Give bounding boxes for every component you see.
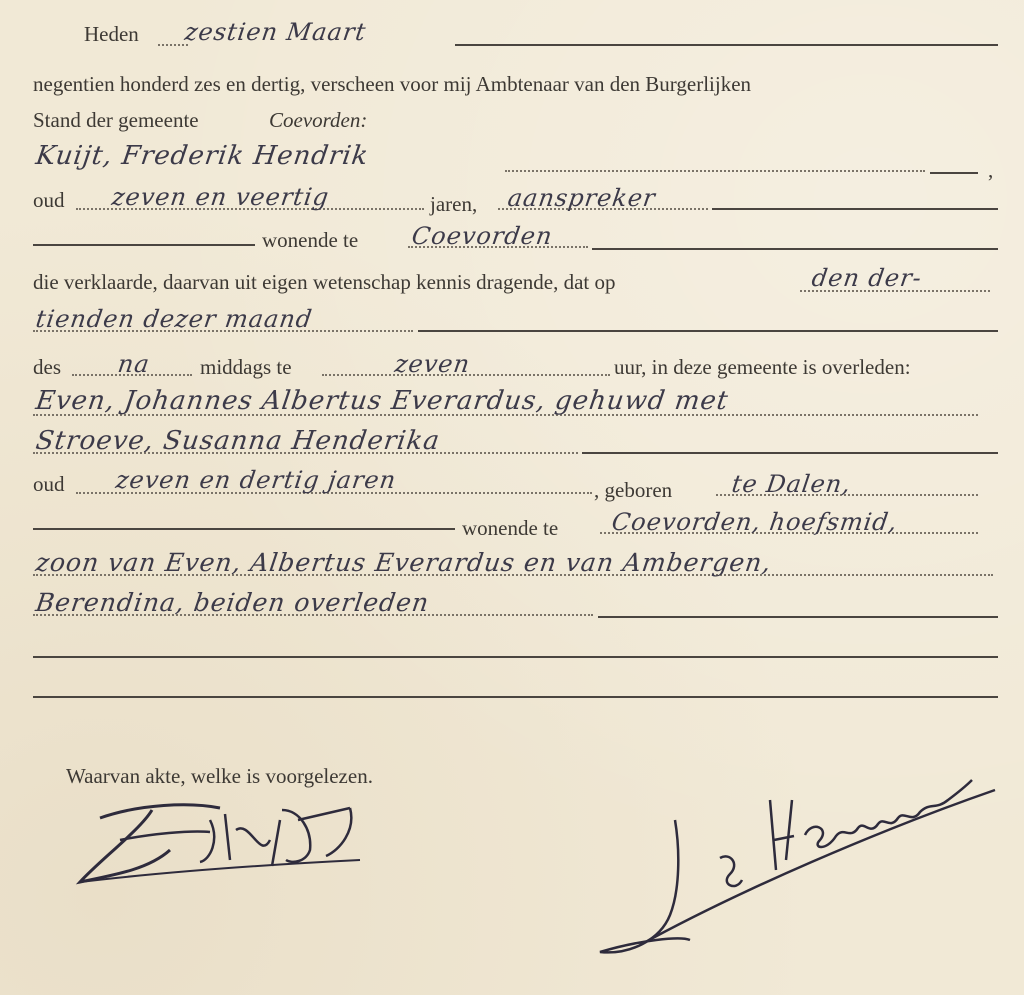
ruled-line (598, 616, 998, 618)
closing-text: Waarvan akte, welke is voorgelezen. (66, 764, 373, 788)
label-jaren: jaren, (430, 192, 478, 216)
text-verklaarde: die verklaarde, daarvan uit eigen wetenschap kennis dragende, dat op (33, 270, 616, 294)
ruled-line (33, 244, 255, 246)
ruled-line (33, 528, 455, 530)
ruled-line (712, 208, 998, 210)
label-oud-2: oud (33, 472, 65, 496)
birthplace: te Dalen, (730, 470, 853, 498)
label-oud: oud (33, 188, 65, 212)
declarant-signature (60, 790, 370, 905)
declarant-residence: Coevorden (410, 222, 555, 250)
occupation: aanspreker (506, 184, 658, 212)
dotted-line (505, 170, 925, 172)
date-entry: zestien Maart (183, 18, 369, 46)
deceased-a: Even, Johannes Albertus Everardus, gehuwd met (33, 386, 731, 416)
hour: zeven (393, 350, 473, 378)
deceased-residence: Coevorden, hoefsmid, (610, 508, 900, 536)
declarant-age: zeven en veertig (110, 183, 332, 211)
ruled-line (418, 330, 998, 332)
text-line-2: negentien honderd zes en dertig, verscheen voor mij Ambtenaar van den Burgerlijken (33, 72, 752, 96)
label-stand: Stand der gemeente (33, 108, 199, 132)
day-part: na (116, 350, 152, 378)
parents-a: zoon van Even, Albertus Everardus en van Ambergen, (33, 548, 774, 577)
municipality-name: Coevorden: (269, 108, 368, 132)
label-wonende-te-2: wonende te (462, 516, 559, 540)
ruled-line (582, 452, 998, 454)
death-day-b: tienden dezer maand (34, 305, 315, 333)
comma: , (988, 158, 994, 182)
label-wonende-te: wonende te (262, 228, 359, 252)
death-day-a: den der- (810, 264, 924, 292)
ruled-line (455, 44, 998, 46)
label-middags-te: middags te (200, 355, 292, 379)
declarant-name: Kuijt, Frederik Hendrik (33, 141, 371, 171)
label-des: des (33, 355, 61, 379)
deceased-b: Stroeve, Susanna Henderika (33, 426, 442, 456)
parents-b: Berendina, beiden overleden (33, 588, 432, 617)
label-uur-overleden: uur, in deze gemeente is overleden: (614, 355, 911, 379)
registrar-signature (580, 740, 1000, 975)
ruled-line (930, 172, 978, 174)
ruled-line (33, 656, 998, 658)
ruled-line (592, 248, 998, 250)
ruled-line (33, 696, 998, 698)
label-heden: Heden (84, 22, 139, 46)
deceased-age: zeven en dertig jaren (114, 466, 399, 494)
label-geboren: , geboren (594, 478, 673, 502)
